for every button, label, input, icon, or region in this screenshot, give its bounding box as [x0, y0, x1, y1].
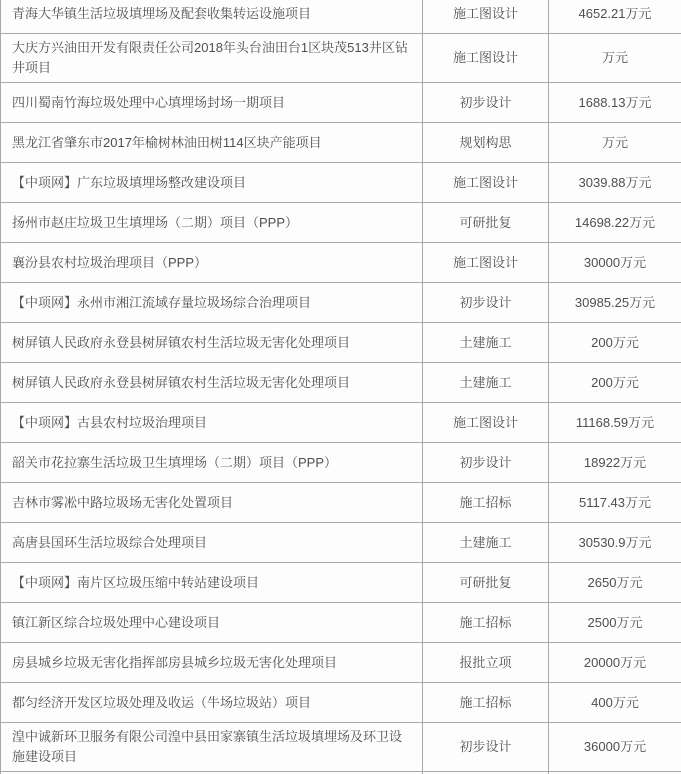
project-amount-cell: 400万元	[549, 683, 681, 723]
project-amount-cell: 5117.43万元	[549, 483, 681, 523]
table-row	[1, 683, 681, 723]
table-row	[1, 0, 681, 34]
project-amount-cell: 14698.22万元	[549, 203, 681, 243]
table-row	[1, 163, 681, 203]
project-name-cell: 黑龙江省肇东市2017年榆树林油田树114区块产能项目	[1, 123, 423, 163]
project-name-cell: 【中项网】古县农村垃圾治理项目	[1, 403, 423, 443]
project-amount-cell: 4652.21万元	[549, 0, 681, 34]
projects-table-body	[1, 0, 681, 774]
project-stage-cell: 施工招标	[423, 483, 549, 523]
project-stage-cell: 施工图设计	[423, 243, 549, 283]
project-name-cell: 【中项网】广东垃圾填埋场整改建设项目	[1, 163, 423, 203]
project-name-cell: 树屏镇人民政府永登县树屏镇农村生活垃圾无害化处理项目	[1, 323, 423, 363]
table-row	[1, 243, 681, 283]
project-name-cell: 大庆方兴油田开发有限责任公司2018年头台油田台1区块茂513井区钻井项目	[1, 34, 423, 83]
project-stage-cell: 土建施工	[423, 363, 549, 403]
project-name-cell: 襄汾县农村垃圾治理项目（PPP）	[1, 243, 423, 283]
project-name-cell: 韶关市花拉寨生活垃圾卫生填埋场（二期）项目（PPP）	[1, 443, 423, 483]
project-stage-cell: 施工招标	[423, 683, 549, 723]
project-name-cell: 镇江新区综合垃圾处理中心建设项目	[1, 603, 423, 643]
project-stage-cell: 可研批复	[423, 563, 549, 603]
table-row	[1, 483, 681, 523]
project-amount-cell: 万元	[549, 123, 681, 163]
project-amount-cell: 3039.88万元	[549, 163, 681, 203]
table-row	[1, 283, 681, 323]
project-stage-cell: 土建施工	[423, 523, 549, 563]
project-stage-cell: 土建施工	[423, 323, 549, 363]
project-stage-cell: 施工图设计	[423, 163, 549, 203]
table-row	[1, 723, 681, 772]
project-amount-cell: 万元	[549, 34, 681, 83]
project-stage-cell: 规划构思	[423, 123, 549, 163]
project-stage-cell: 施工图设计	[423, 34, 549, 83]
table-row	[1, 403, 681, 443]
project-stage-cell: 初步设计	[423, 443, 549, 483]
project-name-cell: 房县城乡垃圾无害化指挥部房县城乡垃圾无害化处理项目	[1, 643, 423, 683]
project-amount-cell: 18922万元	[549, 443, 681, 483]
table-row	[1, 563, 681, 603]
project-name-cell: 四川蜀南竹海垃圾处理中心填埋场封场一期项目	[1, 83, 423, 123]
project-name-cell: 高唐县国环生活垃圾综合处理项目	[1, 523, 423, 563]
project-name-cell: 扬州市赵庄垃圾卫生填埋场（二期）项目（PPP）	[1, 203, 423, 243]
project-name-cell: 青海大华镇生活垃圾填埋场及配套收集转运设施项目	[1, 0, 423, 34]
table-row	[1, 523, 681, 563]
project-amount-cell: 200万元	[549, 323, 681, 363]
project-stage-cell: 初步设计	[423, 83, 549, 123]
project-stage-cell: 可研批复	[423, 203, 549, 243]
project-amount-cell: 30000万元	[549, 243, 681, 283]
table-row	[1, 643, 681, 683]
table-row	[1, 363, 681, 403]
project-name-cell: 【中项网】南片区垃圾压缩中转站建设项目	[1, 563, 423, 603]
project-name-cell: 树屏镇人民政府永登县树屏镇农村生活垃圾无害化处理项目	[1, 363, 423, 403]
project-name-cell: 湟中诚新环卫服务有限公司湟中县田家寨镇生活垃圾填埋场及环卫设施建设项目	[1, 723, 423, 772]
project-stage-cell: 报批立项	[423, 643, 549, 683]
table-row	[1, 443, 681, 483]
project-stage-cell: 施工图设计	[423, 403, 549, 443]
table-row	[1, 323, 681, 363]
table-row	[1, 34, 681, 83]
project-amount-cell: 11168.59万元	[549, 403, 681, 443]
table-row	[1, 83, 681, 123]
table-row	[1, 203, 681, 243]
project-name-cell: 【中项网】永州市湘江流域存量垃圾场综合治理项目	[1, 283, 423, 323]
project-amount-cell: 30985.25万元	[549, 283, 681, 323]
table-row	[1, 123, 681, 163]
project-name-cell: 都匀经济开发区垃圾处理及收运（牛场垃圾站）项目	[1, 683, 423, 723]
project-amount-cell: 2650万元	[549, 563, 681, 603]
project-stage-cell: 初步设计	[423, 283, 549, 323]
project-stage-cell: 初步设计	[423, 723, 549, 772]
project-stage-cell: 施工招标	[423, 603, 549, 643]
project-name-cell: 吉林市雾凇中路垃圾场无害化处置项目	[1, 483, 423, 523]
project-stage-cell: 施工图设计	[423, 0, 549, 34]
project-amount-cell: 36000万元	[549, 723, 681, 772]
project-amount-cell: 30530.9万元	[549, 523, 681, 563]
table-row	[1, 603, 681, 643]
project-amount-cell: 2500万元	[549, 603, 681, 643]
project-amount-cell: 200万元	[549, 363, 681, 403]
project-amount-cell: 20000万元	[549, 643, 681, 683]
project-amount-cell: 1688.13万元	[549, 83, 681, 123]
